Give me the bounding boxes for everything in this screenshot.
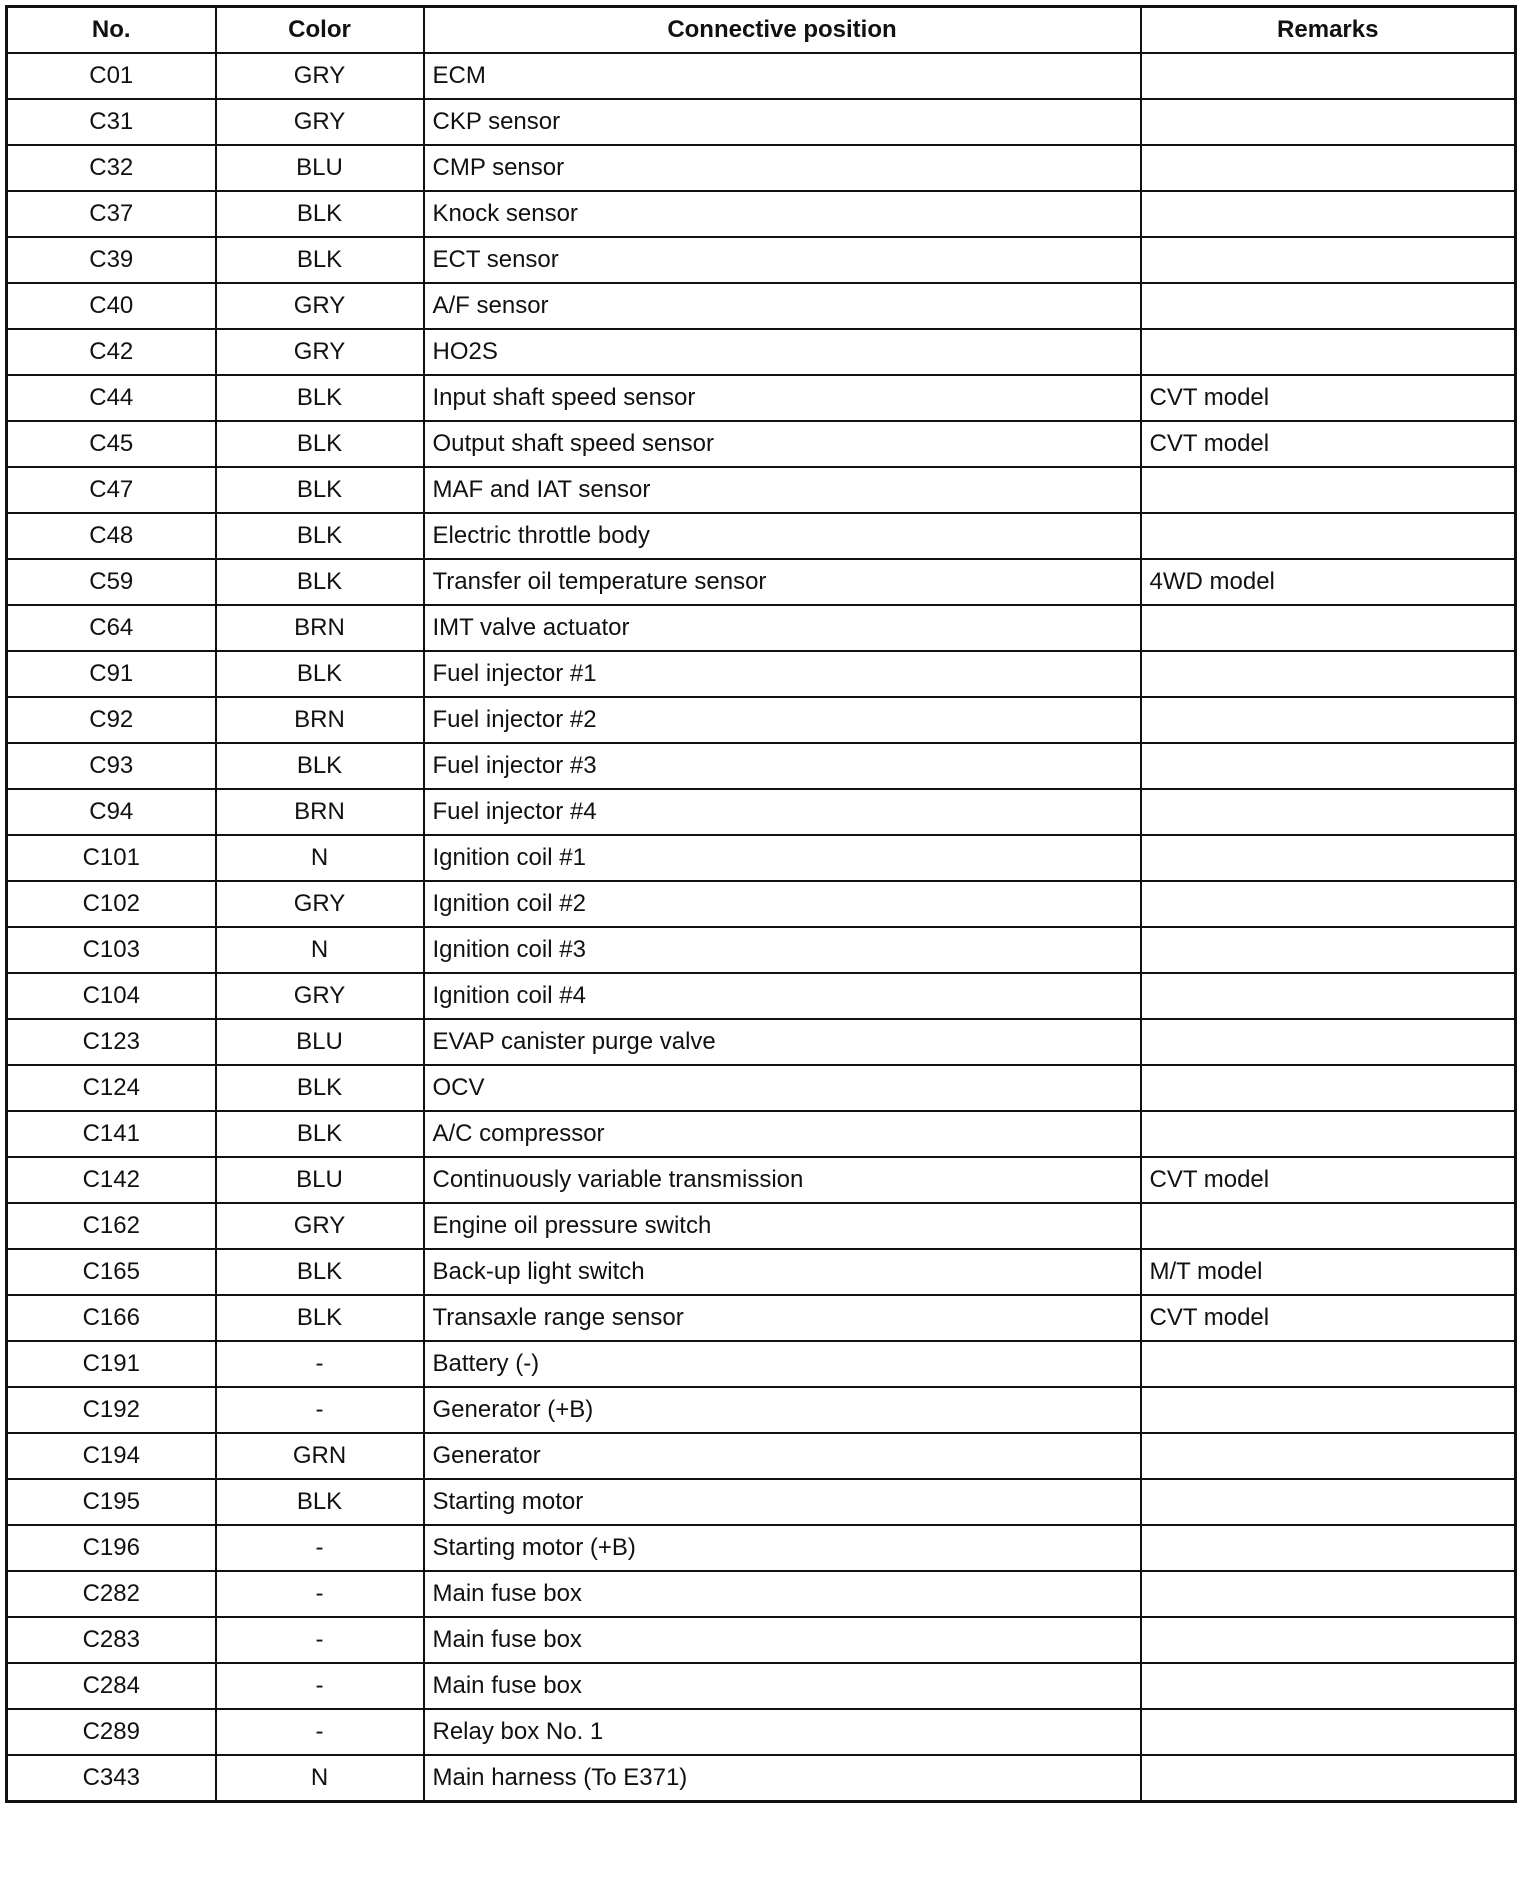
table-row: [7, 973, 1516, 1019]
remarks-cell: [1141, 835, 1516, 881]
connective-position-cell: Main fuse box: [424, 1571, 1141, 1617]
wire-color-cell: BLK: [216, 467, 424, 513]
connective-position-cell: Continuously variable transmission: [424, 1157, 1141, 1203]
remarks-cell: [1141, 145, 1516, 191]
connective-position-cell: Generator: [424, 1433, 1141, 1479]
connective-position-cell: Knock sensor: [424, 191, 1141, 237]
remarks-cell: [1141, 191, 1516, 237]
connector-number-cell: C91: [7, 651, 216, 697]
table-row: [7, 1249, 1516, 1295]
remarks-cell: [1141, 1571, 1516, 1617]
table-row: [7, 651, 1516, 697]
table-row: [7, 1111, 1516, 1157]
table-row: [7, 1663, 1516, 1709]
wire-color-cell: -: [216, 1341, 424, 1387]
remarks-cell: [1141, 1387, 1516, 1433]
wire-color-cell: BLK: [216, 1479, 424, 1525]
wire-color-cell: BLU: [216, 1157, 424, 1203]
remarks-cell: [1141, 1203, 1516, 1249]
remarks-cell: [1141, 881, 1516, 927]
connector-number-cell: C196: [7, 1525, 216, 1571]
connector-number-cell: C101: [7, 835, 216, 881]
connective-position-cell: Main fuse box: [424, 1663, 1141, 1709]
connective-position-cell: Fuel injector #1: [424, 651, 1141, 697]
remarks-cell: 4WD model: [1141, 559, 1516, 605]
wire-color-cell: GRY: [216, 53, 424, 99]
remarks-cell: CVT model: [1141, 1295, 1516, 1341]
connector-number-cell: C123: [7, 1019, 216, 1065]
wire-color-cell: GRY: [216, 329, 424, 375]
connective-position-cell: Electric throttle body: [424, 513, 1141, 559]
connective-position-cell: HO2S: [424, 329, 1141, 375]
connector-number-cell: C343: [7, 1755, 216, 1802]
remarks-cell: [1141, 1755, 1516, 1802]
connector-number-cell: C64: [7, 605, 216, 651]
wire-color-cell: BLK: [216, 651, 424, 697]
header-connective-position: Connective position: [424, 7, 1141, 54]
wire-color-cell: -: [216, 1571, 424, 1617]
table-row: [7, 1433, 1516, 1479]
wire-color-cell: BLU: [216, 145, 424, 191]
connector-table: [5, 5, 1517, 1803]
table-row: [7, 1525, 1516, 1571]
remarks-cell: [1141, 789, 1516, 835]
connective-position-cell: CKP sensor: [424, 99, 1141, 145]
header-no: No.: [7, 7, 216, 54]
wire-color-cell: BLK: [216, 421, 424, 467]
connector-number-cell: C37: [7, 191, 216, 237]
connective-position-cell: Ignition coil #2: [424, 881, 1141, 927]
connective-position-cell: Input shaft speed sensor: [424, 375, 1141, 421]
connector-number-cell: C191: [7, 1341, 216, 1387]
remarks-cell: [1141, 605, 1516, 651]
remarks-cell: CVT model: [1141, 1157, 1516, 1203]
table-row: [7, 237, 1516, 283]
header-remarks: Remarks: [1141, 7, 1516, 54]
table-row: [7, 145, 1516, 191]
connective-position-cell: IMT valve actuator: [424, 605, 1141, 651]
wire-color-cell: GRY: [216, 1203, 424, 1249]
wire-color-cell: BLK: [216, 375, 424, 421]
connective-position-cell: Starting motor (+B): [424, 1525, 1141, 1571]
remarks-cell: [1141, 1433, 1516, 1479]
table-row: [7, 835, 1516, 881]
table-row: [7, 1571, 1516, 1617]
connector-number-cell: C195: [7, 1479, 216, 1525]
connector-number-cell: C124: [7, 1065, 216, 1111]
table-row: [7, 1203, 1516, 1249]
remarks-cell: [1141, 467, 1516, 513]
remarks-cell: [1141, 237, 1516, 283]
remarks-cell: [1141, 1065, 1516, 1111]
connective-position-cell: Starting motor: [424, 1479, 1141, 1525]
table-row: [7, 421, 1516, 467]
remarks-cell: [1141, 1663, 1516, 1709]
connector-number-cell: C45: [7, 421, 216, 467]
connector-number-cell: C32: [7, 145, 216, 191]
remarks-cell: [1141, 1479, 1516, 1525]
remarks-cell: [1141, 1019, 1516, 1065]
table-row: [7, 559, 1516, 605]
remarks-cell: [1141, 651, 1516, 697]
wire-color-cell: BLK: [216, 1249, 424, 1295]
connector-number-cell: C289: [7, 1709, 216, 1755]
connective-position-cell: A/C compressor: [424, 1111, 1141, 1157]
connector-number-cell: C92: [7, 697, 216, 743]
connector-number-cell: C94: [7, 789, 216, 835]
connective-position-cell: Output shaft speed sensor: [424, 421, 1141, 467]
wire-color-cell: GRY: [216, 881, 424, 927]
remarks-cell: [1141, 1341, 1516, 1387]
table-row: [7, 53, 1516, 99]
connective-position-cell: OCV: [424, 1065, 1141, 1111]
connective-position-cell: CMP sensor: [424, 145, 1141, 191]
wire-color-cell: BLK: [216, 191, 424, 237]
table-row: [7, 605, 1516, 651]
table-row: [7, 1341, 1516, 1387]
remarks-cell: [1141, 697, 1516, 743]
wire-color-cell: N: [216, 927, 424, 973]
table-row: [7, 1479, 1516, 1525]
connector-number-cell: C165: [7, 1249, 216, 1295]
connector-number-cell: C162: [7, 1203, 216, 1249]
wire-color-cell: BLK: [216, 559, 424, 605]
table-row: [7, 1157, 1516, 1203]
connector-number-cell: C59: [7, 559, 216, 605]
connector-number-cell: C166: [7, 1295, 216, 1341]
connective-position-cell: ECT sensor: [424, 237, 1141, 283]
table-row: [7, 927, 1516, 973]
connector-number-cell: C102: [7, 881, 216, 927]
connective-position-cell: Ignition coil #1: [424, 835, 1141, 881]
connective-position-cell: Fuel injector #2: [424, 697, 1141, 743]
wire-color-cell: -: [216, 1663, 424, 1709]
connector-number-cell: C42: [7, 329, 216, 375]
wire-color-cell: -: [216, 1709, 424, 1755]
remarks-cell: [1141, 283, 1516, 329]
connective-position-cell: Transaxle range sensor: [424, 1295, 1141, 1341]
remarks-cell: [1141, 973, 1516, 1019]
table-row: [7, 1387, 1516, 1433]
connective-position-cell: Engine oil pressure switch: [424, 1203, 1141, 1249]
connector-number-cell: C93: [7, 743, 216, 789]
connective-position-cell: Transfer oil temperature sensor: [424, 559, 1141, 605]
connector-number-cell: C47: [7, 467, 216, 513]
wire-color-cell: BLK: [216, 743, 424, 789]
connector-table-container: [5, 5, 1514, 1803]
connector-number-cell: C284: [7, 1663, 216, 1709]
connector-number-cell: C141: [7, 1111, 216, 1157]
connective-position-cell: Battery (-): [424, 1341, 1141, 1387]
connector-number-cell: C31: [7, 99, 216, 145]
table-row: [7, 743, 1516, 789]
table-row: [7, 283, 1516, 329]
table-row: [7, 467, 1516, 513]
connective-position-cell: Ignition coil #3: [424, 927, 1141, 973]
table-row: [7, 881, 1516, 927]
table-header: [7, 7, 1516, 54]
header-color: Color: [216, 7, 424, 54]
wire-color-cell: BLK: [216, 1065, 424, 1111]
connector-number-cell: C283: [7, 1617, 216, 1663]
table-row: [7, 513, 1516, 559]
remarks-cell: [1141, 1617, 1516, 1663]
connector-number-cell: C103: [7, 927, 216, 973]
remarks-cell: [1141, 99, 1516, 145]
table-row: [7, 1019, 1516, 1065]
table-row: [7, 789, 1516, 835]
wire-color-cell: BRN: [216, 697, 424, 743]
remarks-cell: [1141, 329, 1516, 375]
remarks-cell: [1141, 1525, 1516, 1571]
connector-number-cell: C142: [7, 1157, 216, 1203]
wire-color-cell: -: [216, 1525, 424, 1571]
wire-color-cell: BRN: [216, 789, 424, 835]
connective-position-cell: Generator (+B): [424, 1387, 1141, 1433]
header-row: [7, 7, 1516, 54]
remarks-cell: [1141, 927, 1516, 973]
connector-number-cell: C104: [7, 973, 216, 1019]
wire-color-cell: BLK: [216, 237, 424, 283]
connective-position-cell: A/F sensor: [424, 283, 1141, 329]
connective-position-cell: Relay box No. 1: [424, 1709, 1141, 1755]
wire-color-cell: GRY: [216, 973, 424, 1019]
connective-position-cell: MAF and IAT sensor: [424, 467, 1141, 513]
connective-position-cell: Main harness (To E371): [424, 1755, 1141, 1802]
connector-number-cell: C194: [7, 1433, 216, 1479]
wire-color-cell: BLU: [216, 1019, 424, 1065]
wire-color-cell: N: [216, 835, 424, 881]
table-row: [7, 1065, 1516, 1111]
connective-position-cell: Back-up light switch: [424, 1249, 1141, 1295]
table-row: [7, 191, 1516, 237]
remarks-cell: [1141, 53, 1516, 99]
connective-position-cell: Ignition coil #4: [424, 973, 1141, 1019]
connector-number-cell: C48: [7, 513, 216, 559]
wire-color-cell: BRN: [216, 605, 424, 651]
wire-color-cell: -: [216, 1387, 424, 1433]
wire-color-cell: BLK: [216, 1295, 424, 1341]
wire-color-cell: GRN: [216, 1433, 424, 1479]
table-row: [7, 697, 1516, 743]
remarks-cell: [1141, 1111, 1516, 1157]
connector-number-cell: C282: [7, 1571, 216, 1617]
wire-color-cell: N: [216, 1755, 424, 1802]
connective-position-cell: Fuel injector #3: [424, 743, 1141, 789]
remarks-cell: [1141, 1709, 1516, 1755]
remarks-cell: [1141, 743, 1516, 789]
remarks-cell: M/T model: [1141, 1249, 1516, 1295]
connector-number-cell: C40: [7, 283, 216, 329]
wire-color-cell: -: [216, 1617, 424, 1663]
table-row: [7, 1709, 1516, 1755]
remarks-cell: CVT model: [1141, 421, 1516, 467]
wire-color-cell: GRY: [216, 283, 424, 329]
table-row: [7, 375, 1516, 421]
connective-position-cell: ECM: [424, 53, 1141, 99]
table-row: [7, 329, 1516, 375]
connective-position-cell: Fuel injector #4: [424, 789, 1141, 835]
wire-color-cell: GRY: [216, 99, 424, 145]
remarks-cell: [1141, 513, 1516, 559]
remarks-cell: CVT model: [1141, 375, 1516, 421]
table-row: [7, 1295, 1516, 1341]
wire-color-cell: BLK: [216, 1111, 424, 1157]
table-body: [7, 53, 1516, 1802]
connector-number-cell: C01: [7, 53, 216, 99]
connector-number-cell: C192: [7, 1387, 216, 1433]
connective-position-cell: Main fuse box: [424, 1617, 1141, 1663]
table-row: [7, 1617, 1516, 1663]
wire-color-cell: BLK: [216, 513, 424, 559]
connector-number-cell: C39: [7, 237, 216, 283]
table-row: [7, 1755, 1516, 1802]
connector-number-cell: C44: [7, 375, 216, 421]
connective-position-cell: EVAP canister purge valve: [424, 1019, 1141, 1065]
table-row: [7, 99, 1516, 145]
